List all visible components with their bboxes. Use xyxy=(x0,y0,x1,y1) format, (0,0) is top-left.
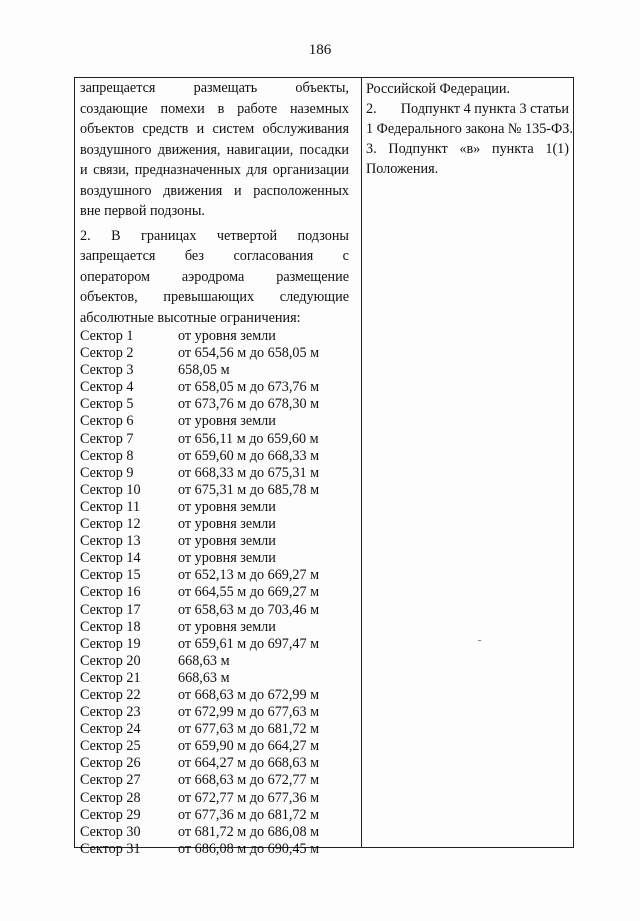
word: предназначенных xyxy=(134,162,241,178)
sector-row xyxy=(80,448,349,465)
sector-row xyxy=(80,772,349,789)
word: посадки xyxy=(299,141,349,158)
word: аэродрома xyxy=(181,268,245,285)
text-line-last: абсолютные высотные ограничения: xyxy=(80,309,301,326)
sector-name: Сектор 30 xyxy=(80,823,141,840)
sector-height-limit: от уровня земли xyxy=(178,533,276,550)
sector-height-limit: от 672,77 м до 677,36 м xyxy=(178,789,320,806)
sector-row xyxy=(80,499,349,516)
text-line xyxy=(80,246,349,267)
sector-row xyxy=(80,533,349,550)
right-column xyxy=(366,79,573,179)
sector-height-limit: от 668,33 м до 675,31 м xyxy=(178,464,320,481)
sector-row xyxy=(80,602,349,619)
text-line-last: вне первой подзоны. xyxy=(80,203,205,219)
sector-row xyxy=(80,636,349,653)
sector-row xyxy=(80,755,349,772)
sector-row xyxy=(80,653,349,670)
word: четвертой xyxy=(216,227,278,244)
sector-name: Сектор 9 xyxy=(80,464,134,481)
sector-name: Сектор 6 xyxy=(80,413,134,430)
sector-height-limit: от 658,05 м до 673,76 м xyxy=(178,379,320,396)
text-line xyxy=(80,226,349,247)
word: и xyxy=(196,121,205,137)
word: движения, xyxy=(157,141,221,158)
word: согласования xyxy=(233,248,314,264)
sector-name: Сектор 10 xyxy=(80,481,141,498)
sector-row xyxy=(80,550,349,567)
word: навигации, xyxy=(226,141,294,158)
sector-row xyxy=(80,396,349,413)
right-text: 3. xyxy=(366,141,377,157)
sector-height-limit: от 686,08 м до 690,45 м xyxy=(178,840,320,857)
word: воздушного xyxy=(80,182,152,199)
sector-row xyxy=(80,379,349,396)
sector-height-limit: 668,63 м xyxy=(178,652,230,669)
sector-name: Сектор 23 xyxy=(80,704,141,721)
sector-name: Сектор 28 xyxy=(80,789,141,806)
sector-height-limit: от 659,61 м до 697,47 м xyxy=(178,635,320,652)
word: и xyxy=(233,182,242,199)
sector-row xyxy=(80,567,349,584)
sector-row xyxy=(80,824,349,841)
right-text: пункта xyxy=(491,141,534,157)
word: оператором xyxy=(80,268,151,285)
sector-row xyxy=(80,482,349,499)
sector-height-limit: от уровня земли xyxy=(178,413,276,430)
word: размещать xyxy=(193,80,258,96)
sector-row xyxy=(80,841,349,858)
sector-row xyxy=(80,687,349,704)
sector-height-limit: от 658,63 м до 703,46 м xyxy=(178,601,320,618)
word: следующие xyxy=(279,289,349,305)
sector-height-limit: от 677,36 м до 681,72 м xyxy=(178,806,320,823)
word: превышающих xyxy=(163,289,255,305)
text-line xyxy=(80,119,349,140)
sector-height-limit: от уровня земли xyxy=(178,550,276,567)
sector-row xyxy=(80,738,349,755)
word: границах xyxy=(141,227,197,244)
sector-name: Сектор 4 xyxy=(80,379,134,396)
paragraph-fourth-subzone xyxy=(80,226,349,329)
word: движения xyxy=(163,182,223,199)
sector-name: Сектор 27 xyxy=(80,772,141,789)
sector-height-limit: от уровня земли xyxy=(178,516,276,533)
word: создающие xyxy=(80,100,148,117)
word: объекты, xyxy=(295,80,349,96)
sector-height-limit: от уровня земли xyxy=(178,328,276,344)
sector-name: Сектор 2 xyxy=(80,345,134,362)
word: объектов, xyxy=(80,289,138,305)
word: без xyxy=(184,248,204,264)
sector-row xyxy=(80,516,349,533)
sector-name: Сектор 19 xyxy=(80,635,141,652)
sector-name: Сектор 11 xyxy=(80,498,141,515)
sector-name: Сектор 17 xyxy=(80,601,141,618)
word: с xyxy=(342,248,349,264)
word: для xyxy=(246,162,268,178)
sector-row xyxy=(80,584,349,601)
sector-height-limit: от 673,76 м до 678,30 м xyxy=(178,396,320,413)
word: в xyxy=(217,100,225,117)
sector-height-limit: от 664,55 м до 669,27 м xyxy=(178,584,320,601)
right-text: Подпункт xyxy=(388,141,448,157)
sector-height-limit: 668,63 м xyxy=(178,669,230,686)
sector-name: Сектор 26 xyxy=(80,755,141,772)
word: запрещается xyxy=(80,80,156,96)
sector-row xyxy=(80,431,349,448)
word: помехи xyxy=(160,100,205,117)
right-line: Положения. xyxy=(366,161,439,177)
right-text: «в» xyxy=(459,141,481,157)
sector-name: Сектор 29 xyxy=(80,806,141,823)
sector-row xyxy=(80,790,349,807)
sector-name: Сектор 24 xyxy=(80,721,141,738)
word: организации xyxy=(272,162,349,178)
sector-name: Сектор 25 xyxy=(80,738,141,755)
sector-height-limit: от 677,63 м до 681,72 м xyxy=(178,721,320,738)
sector-row xyxy=(80,670,349,687)
sector-name: Сектор 15 xyxy=(80,567,141,584)
right-line: Российской Федерации. xyxy=(366,81,511,97)
sector-height-limit: от 659,60 м до 668,33 м xyxy=(178,447,320,464)
sector-height-limit: от 664,27 м до 668,63 м xyxy=(178,755,320,772)
word: подзоны xyxy=(297,227,349,244)
right-line-justified xyxy=(366,99,569,119)
word: воздушного xyxy=(80,141,152,158)
sector-name: Сектор 20 xyxy=(80,652,141,669)
sector-list xyxy=(80,328,349,858)
sector-name: Сектор 5 xyxy=(80,396,134,413)
sector-name: Сектор 7 xyxy=(80,430,134,447)
sector-name: Сектор 22 xyxy=(80,686,141,703)
right-line: 1 Федерального закона № 135-ФЗ. xyxy=(366,121,573,137)
sector-row xyxy=(80,328,349,345)
sector-row xyxy=(80,619,349,636)
sector-name: Сектор 8 xyxy=(80,447,134,464)
sector-row xyxy=(80,465,349,482)
word: расположенных xyxy=(253,182,349,199)
sector-name: Сектор 3 xyxy=(80,362,134,379)
right-text: Подпункт 4 пункта 3 статьи xyxy=(400,101,569,117)
word: работе xyxy=(237,100,278,117)
text-line xyxy=(80,181,349,202)
sector-row xyxy=(80,721,349,738)
sector-height-limit: 658,05 м xyxy=(178,362,230,379)
word: связи, xyxy=(93,162,130,178)
word: и xyxy=(80,162,88,178)
sector-height-limit: от 668,63 м до 672,99 м xyxy=(178,686,320,703)
sector-name: Сектор 18 xyxy=(80,618,141,635)
left-column xyxy=(80,78,349,858)
sector-name: Сектор 1 xyxy=(80,328,134,344)
sector-height-limit: от 659,90 м до 664,27 м xyxy=(178,738,320,755)
sector-height-limit: от уровня земли xyxy=(178,498,276,515)
text-line xyxy=(80,267,349,288)
column-divider xyxy=(361,77,362,848)
sector-height-limit: от 654,56 м до 658,05 м xyxy=(178,345,320,362)
right-text: 2. xyxy=(366,101,377,117)
sector-height-limit: от 681,72 м до 686,08 м xyxy=(178,823,320,840)
sector-height-limit: от 656,11 м до 659,60 м xyxy=(178,430,319,447)
text-line xyxy=(80,140,349,161)
word: 2. xyxy=(80,227,91,244)
right-line-justified xyxy=(366,139,569,159)
sector-name: Сектор 31 xyxy=(80,840,141,857)
paragraph-restrictions xyxy=(80,78,349,222)
word: объектов xyxy=(80,121,135,137)
text-line xyxy=(80,160,349,181)
sector-height-limit: от уровня земли xyxy=(178,618,276,635)
sector-height-limit: от 675,31 м до 685,78 м xyxy=(178,481,320,498)
sector-name: Сектор 12 xyxy=(80,516,141,533)
sector-row xyxy=(80,413,349,430)
word: запрещается xyxy=(80,248,156,264)
right-text: 1(1) xyxy=(545,141,569,157)
page-number: 186 xyxy=(308,42,332,58)
sector-height-limit: от 672,99 м до 677,63 м xyxy=(178,704,320,721)
word: обслуживания xyxy=(262,121,349,137)
sector-name: Сектор 14 xyxy=(80,550,141,567)
sector-name: Сектор 13 xyxy=(80,533,141,550)
text-line xyxy=(80,78,349,99)
sector-row xyxy=(80,362,349,379)
text-line xyxy=(80,287,349,308)
word: средств xyxy=(142,121,189,137)
sector-height-limit: от 652,13 м до 669,27 м xyxy=(178,567,320,584)
sector-name: Сектор 16 xyxy=(80,584,141,601)
word: наземных xyxy=(289,100,349,117)
sector-name: Сектор 21 xyxy=(80,669,141,686)
word: систем xyxy=(212,121,255,137)
word: размещение xyxy=(276,268,349,285)
text-line xyxy=(80,99,349,120)
sector-row xyxy=(80,345,349,362)
sector-row xyxy=(80,704,349,721)
sector-height-limit: от 668,63 м до 672,77 м xyxy=(178,772,320,789)
word: В xyxy=(111,227,121,244)
scan-speck xyxy=(478,640,481,641)
sector-row xyxy=(80,807,349,824)
